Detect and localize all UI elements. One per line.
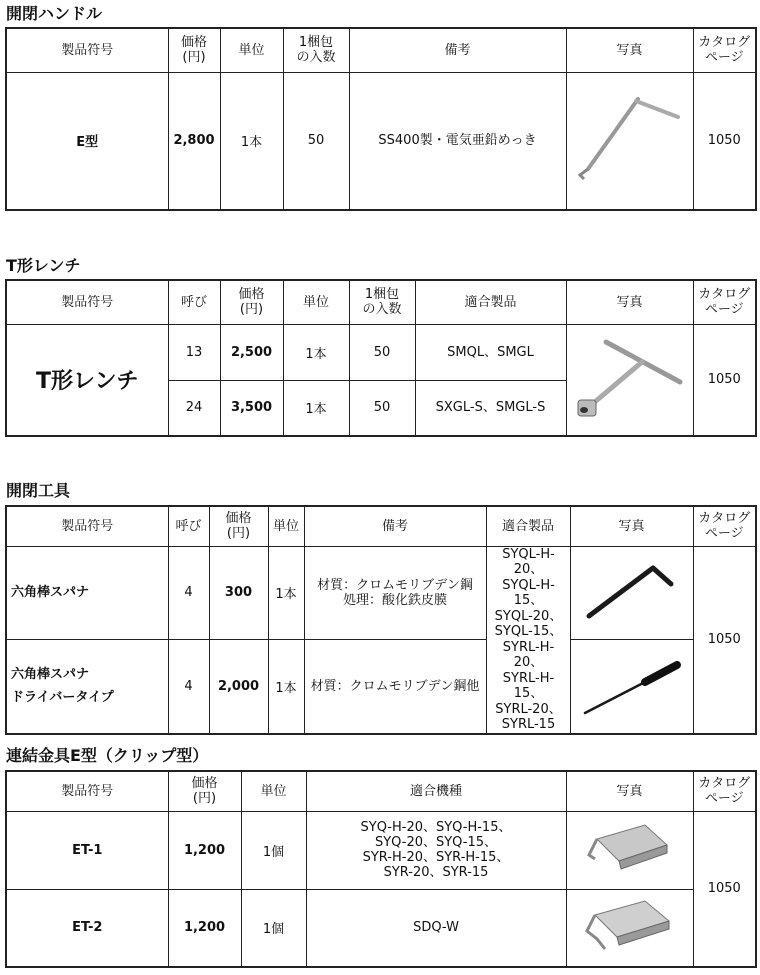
header-catalog: カタログ ページ <box>693 280 756 324</box>
photo-cell <box>566 72 693 210</box>
tools-table <box>5 505 757 735</box>
photo-cell <box>566 889 693 967</box>
header-catalog: カタログ ページ <box>693 28 756 72</box>
fit-models: SYQ-H-20、SYQ-H-15、 SYQ-20、SYQ-15、 SYR-H-20、SYR-H-15、 SYR-20、SYR-15 <box>306 811 566 889</box>
product-code: 六角棒スパナ <box>6 546 168 640</box>
photo-cell <box>570 640 693 734</box>
pack-qty: 50 <box>349 380 415 436</box>
table-row <box>6 546 756 640</box>
header-price: 価格 (円) <box>209 506 268 546</box>
photo-cell <box>570 546 693 640</box>
price: 2,000 <box>209 640 268 734</box>
clip-et1-photo-icon <box>575 815 685 885</box>
header-photo: 写真 <box>570 506 693 546</box>
header-catalog: カタログ ページ <box>693 506 756 546</box>
product-code: E型 <box>6 72 168 210</box>
clip-et2-photo-icon <box>575 893 685 963</box>
catalog-page: 1050 <box>693 324 756 436</box>
catalog-page: 1050 <box>693 811 756 967</box>
header-photo: 写真 <box>566 280 693 324</box>
header-fit: 適合製品 <box>415 280 566 324</box>
header-photo: 写真 <box>566 28 693 72</box>
table-row <box>6 811 756 889</box>
header-unit: 単位 <box>241 771 306 811</box>
size: 4 <box>168 640 209 734</box>
hex-key-photo-icon <box>577 558 687 628</box>
catalog-page: 1050 <box>693 546 756 734</box>
note: 材質：クロムモリブデン鋼他 <box>304 640 486 734</box>
header-note: 備考 <box>349 28 566 72</box>
section-title-t-wrench: T形レンチ <box>6 256 81 275</box>
fit-products: SXGL-S、SMGL-S <box>415 380 566 436</box>
header-price: 価格 (円) <box>220 280 283 324</box>
header-unit: 単位 <box>283 280 349 324</box>
size: 24 <box>168 380 220 436</box>
price: 1,200 <box>168 811 241 889</box>
size: 4 <box>168 546 209 640</box>
price: 2,500 <box>220 324 283 380</box>
header-note: 備考 <box>304 506 486 546</box>
header-catalog: カタログ ページ <box>693 771 756 811</box>
price: 1,200 <box>168 889 241 967</box>
catalog-page: 1050 <box>693 72 756 210</box>
header-size: 呼び <box>168 280 220 324</box>
photo-cell <box>566 811 693 889</box>
product-code: ET-1 <box>6 811 168 889</box>
unit: 1本 <box>283 380 349 436</box>
header-code: 製品符号 <box>6 280 168 324</box>
table-row <box>6 324 756 380</box>
header-photo: 写真 <box>566 771 693 811</box>
unit: 1本 <box>220 72 283 210</box>
header-model: 適合機種 <box>306 771 566 811</box>
hex-driver-photo-icon <box>577 651 687 721</box>
product-code: ET-2 <box>6 889 168 967</box>
note: SS400製・電気亜鉛めっき <box>349 72 566 210</box>
header-pack: 1梱包 の入数 <box>349 280 415 324</box>
section-title-clip: 連結金具E型（クリップ型） <box>6 746 209 765</box>
header-code: 製品符号 <box>6 28 168 72</box>
product-code: 六角棒スパナ ドライバータイプ <box>6 640 168 734</box>
header-size: 呼び <box>168 506 209 546</box>
header-fit: 適合製品 <box>486 506 570 546</box>
photo-cell <box>566 324 693 436</box>
pack-qty: 50 <box>283 72 349 210</box>
t-wrench-table <box>5 279 757 437</box>
unit: 1本 <box>283 324 349 380</box>
unit: 1個 <box>241 889 306 967</box>
table-row <box>6 640 756 734</box>
section-title-handle: 開閉ハンドル <box>6 4 103 23</box>
fit-models: SDQ-W <box>306 889 566 967</box>
header-code: 製品符号 <box>6 506 168 546</box>
price: 3,500 <box>220 380 283 436</box>
header-unit: 単位 <box>220 28 283 72</box>
price: 300 <box>209 546 268 640</box>
handle-table <box>5 27 757 211</box>
header-unit: 単位 <box>268 506 304 546</box>
table-row <box>6 889 756 967</box>
note: 材質：クロムモリブデン鋼 処理：酸化鉄皮膜 <box>304 546 486 640</box>
header-pack: 1梱包 の入数 <box>283 28 349 72</box>
fit-products: SYQL-H-20、 SYQL-H-15、 SYQL-20、 SYQL-15、 SYRL-H-20、 SYRL-H-15、 SYRL-20、 SYRL-15 <box>486 546 570 734</box>
clip-table <box>5 770 757 968</box>
unit: 1本 <box>268 546 304 640</box>
t-wrench-photo-icon <box>570 330 690 430</box>
header-code: 製品符号 <box>6 771 168 811</box>
product-code: T形レンチ <box>6 324 168 436</box>
size: 13 <box>168 324 220 380</box>
unit: 1本 <box>268 640 304 734</box>
header-price: 価格 (円) <box>168 28 220 72</box>
section-title-tools: 開閉工具 <box>6 481 71 500</box>
pack-qty: 50 <box>349 324 415 380</box>
unit: 1個 <box>241 811 306 889</box>
handle-photo-icon <box>570 91 690 191</box>
table-row <box>6 72 756 210</box>
price: 2,800 <box>168 72 220 210</box>
header-price: 価格 (円) <box>168 771 241 811</box>
fit-products: SMQL、SMGL <box>415 324 566 380</box>
